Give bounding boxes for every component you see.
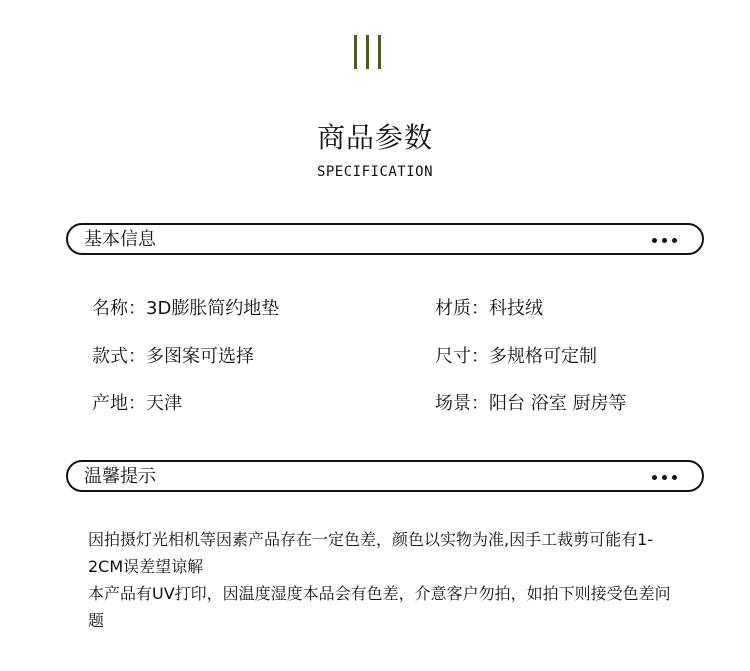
- section-header-tips: [66, 460, 704, 492]
- spec-label: 产地：: [92, 393, 146, 414]
- spec-label: 名称：: [92, 298, 146, 319]
- decorative-bars-icon: [354, 35, 382, 69]
- section-header-basic-info: [66, 223, 704, 255]
- spec-value: 多规格可定制: [489, 346, 597, 367]
- page-subtitle: SPECIFICATION: [316, 164, 434, 180]
- spec-label: 尺寸：: [435, 346, 489, 367]
- more-dots-icon[interactable]: [652, 238, 678, 243]
- section-title-tips: 温馨提示: [84, 466, 156, 487]
- spec-value: 天津: [146, 393, 182, 414]
- spec-item-size: [435, 346, 597, 368]
- tips-notes: [88, 526, 678, 634]
- spec-value: 多图案可选择: [146, 346, 254, 367]
- tip-line: 本产品有UV打印，因温度湿度本品会有色差，介意客户勿拍，如拍下则接受色差问题: [88, 584, 671, 630]
- spec-label: 场景：: [435, 393, 489, 414]
- spec-item-name: [92, 298, 279, 320]
- spec-value: 阳台 浴室 厨房等: [489, 393, 627, 414]
- spec-item-material: [435, 298, 543, 320]
- spec-value: 3D膨胀简约地垫: [146, 298, 280, 319]
- spec-value: 科技绒: [489, 298, 543, 319]
- spec-item-scene: [435, 393, 626, 415]
- spec-label: 款式：: [92, 346, 146, 367]
- tip-line: 因拍摄灯光相机等因素产品存在一定色差，颜色以实物为准,因手工裁剪可能有1-2CM误差望谅解: [88, 530, 654, 576]
- section-title-basic-info: 基本信息: [84, 229, 156, 250]
- more-dots-icon[interactable]: [652, 475, 678, 480]
- spec-label: 材质：: [435, 298, 489, 319]
- page-title: 商品参数: [316, 121, 433, 154]
- spec-item-style: [92, 346, 254, 368]
- spec-item-origin: [92, 393, 182, 415]
